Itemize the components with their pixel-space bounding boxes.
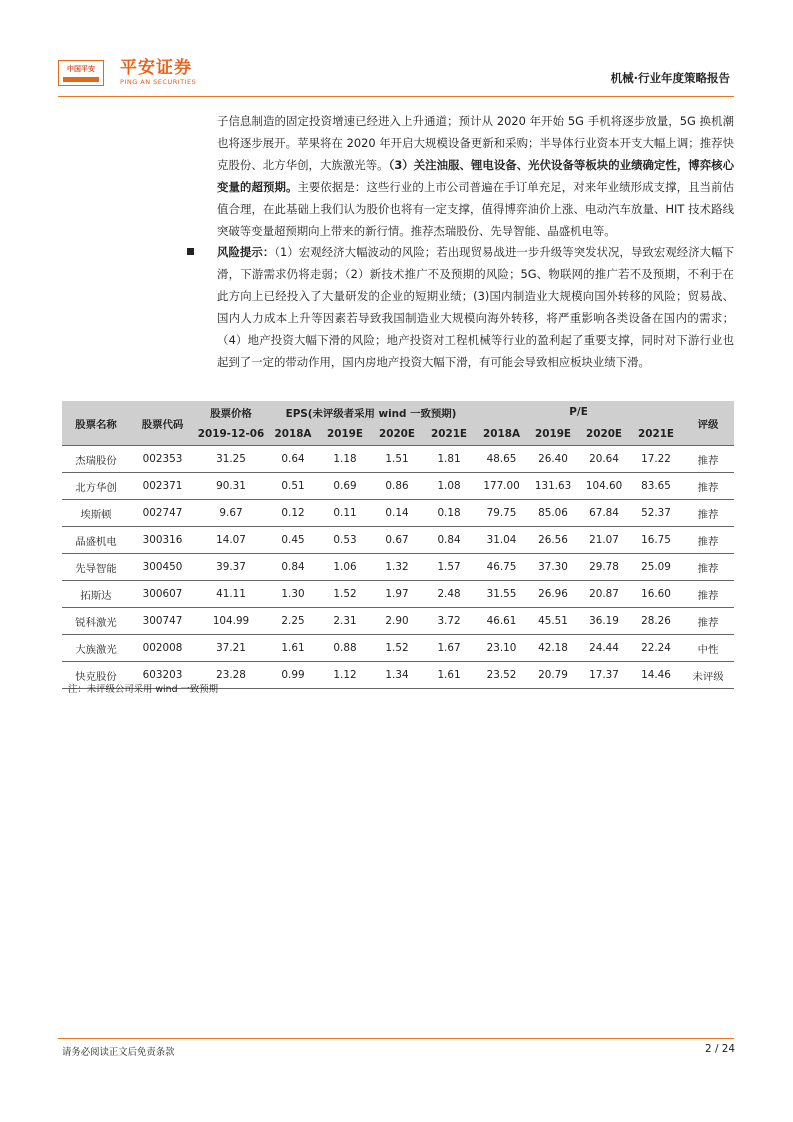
th-stock-name: 股票名称: [62, 401, 130, 446]
cell-rating: 推荐: [682, 473, 734, 500]
logo-small-text: 中国平安: [67, 65, 95, 73]
cell-eps: 0.67: [371, 527, 423, 554]
cell-rating: 推荐: [682, 527, 734, 554]
th-eps-year: 2020E: [371, 423, 423, 446]
cell-eps: 0.18: [423, 500, 475, 527]
bullet-square-icon: [187, 248, 194, 255]
cell-pe: 131.63: [528, 473, 578, 500]
cell-eps: 0.51: [267, 473, 319, 500]
cell-eps: 2.25: [267, 608, 319, 635]
cell-name: 锐科激光: [62, 608, 130, 635]
cell-price: 104.99: [195, 608, 267, 635]
table-row: [62, 446, 734, 473]
table-header-row-1: [62, 401, 734, 423]
cell-pe: 29.78: [578, 554, 630, 581]
paragraph-sector-views: [217, 110, 734, 242]
cell-pe: 17.22: [630, 446, 682, 473]
logo-bar: [63, 77, 99, 82]
cell-pe: 16.75: [630, 527, 682, 554]
cell-pe: 37.30: [528, 554, 578, 581]
cell-pe: 79.75: [475, 500, 528, 527]
th-stock-price: 股票价格: [195, 401, 267, 423]
table-row: [62, 608, 734, 635]
report-title: 机械·行业年度策略报告: [610, 71, 730, 85]
cell-name: 先导智能: [62, 554, 130, 581]
cell-pe: 23.10: [475, 635, 528, 662]
cell-eps: 0.12: [267, 500, 319, 527]
cell-name: 北方华创: [62, 473, 130, 500]
cell-pe: 104.60: [578, 473, 630, 500]
cell-pe: 14.46: [630, 662, 682, 689]
header-divider: [58, 96, 734, 97]
th-price-date: 2019-12-06: [195, 423, 267, 446]
cell-rating: 中性: [682, 635, 734, 662]
cell-eps: 1.97: [371, 581, 423, 608]
cell-rating: 未评级: [682, 662, 734, 689]
cell-eps: 1.32: [371, 554, 423, 581]
logo-en-text: PING AN SECURITIES: [120, 78, 197, 86]
cell-eps: 1.52: [371, 635, 423, 662]
stock-recommendation-table: [62, 401, 734, 689]
th-eps-year: 2018A: [267, 423, 319, 446]
cell-eps: 1.61: [423, 662, 475, 689]
cell-pe: 22.24: [630, 635, 682, 662]
cell-pe: 42.18: [528, 635, 578, 662]
cell-eps: 1.61: [267, 635, 319, 662]
table-row: [62, 500, 734, 527]
cell-eps: 0.53: [319, 527, 371, 554]
cell-pe: 83.65: [630, 473, 682, 500]
cell-code: 300316: [130, 527, 195, 554]
cell-code: 002371: [130, 473, 195, 500]
cell-eps: 0.99: [267, 662, 319, 689]
cell-code: 300450: [130, 554, 195, 581]
th-pe-year: 2020E: [578, 423, 630, 446]
cell-code: 002353: [130, 446, 195, 473]
cell-pe: 17.37: [578, 662, 630, 689]
cell-code: 300607: [130, 581, 195, 608]
cell-pe: 26.96: [528, 581, 578, 608]
cell-pe: 85.06: [528, 500, 578, 527]
pingan-group-logo: [58, 60, 104, 86]
cell-eps: 0.84: [267, 554, 319, 581]
cell-eps: 0.88: [319, 635, 371, 662]
table-row: [62, 554, 734, 581]
cell-eps: 0.69: [319, 473, 371, 500]
cell-name: 晶盛机电: [62, 527, 130, 554]
table-row: [62, 581, 734, 608]
cell-code: 002747: [130, 500, 195, 527]
paragraph-risk: [217, 241, 734, 373]
cell-pe: 23.52: [475, 662, 528, 689]
cell-eps: 0.14: [371, 500, 423, 527]
cell-pe: 46.61: [475, 608, 528, 635]
th-rating: 评级: [682, 401, 734, 446]
page-header: [58, 58, 734, 94]
th-eps-year: 2021E: [423, 423, 475, 446]
para1-text-a: 子信息制造的固定投资增速已经进入上升通道；预计从 2020 年开始 5G 手机将逐步放量，5G 换机潮也将逐步展开。苹果将在 2020 年开启大规模设备更新和采购；半导体行业资本开支大幅上调；推荐快克股份、北方华创，大族激光等。: [217, 114, 734, 172]
cell-code: 603203: [130, 662, 195, 689]
cell-eps: 2.31: [319, 608, 371, 635]
cell-price: 90.31: [195, 473, 267, 500]
cell-pe: 20.79: [528, 662, 578, 689]
cell-code: 300747: [130, 608, 195, 635]
cell-eps: 1.52: [319, 581, 371, 608]
cell-pe: 36.19: [578, 608, 630, 635]
cell-pe: 31.55: [475, 581, 528, 608]
cell-pe: 45.51: [528, 608, 578, 635]
cell-pe: 67.84: [578, 500, 630, 527]
th-eps: EPS(未评级者采用 wind 一致预期): [267, 401, 475, 423]
th-pe-year: 2018A: [475, 423, 528, 446]
cell-eps: 1.12: [319, 662, 371, 689]
cell-eps: 1.67: [423, 635, 475, 662]
cell-rating: 推荐: [682, 581, 734, 608]
cell-name: 大族激光: [62, 635, 130, 662]
page-number: 2 / 24: [705, 1043, 735, 1055]
cell-eps: 1.08: [423, 473, 475, 500]
risk-label: 风险提示：: [217, 245, 275, 259]
cell-eps: 1.51: [371, 446, 423, 473]
cell-eps: 0.84: [423, 527, 475, 554]
cell-pe: 25.09: [630, 554, 682, 581]
cell-pe: 20.87: [578, 581, 630, 608]
cell-eps: 1.81: [423, 446, 475, 473]
cell-eps: 1.57: [423, 554, 475, 581]
cell-price: 41.11: [195, 581, 267, 608]
cell-name: 拓斯达: [62, 581, 130, 608]
cell-rating: 推荐: [682, 608, 734, 635]
table-row: [62, 635, 734, 662]
cell-pe: 16.60: [630, 581, 682, 608]
cell-price: 9.67: [195, 500, 267, 527]
logo-cn-text: 平安证券: [120, 58, 192, 78]
cell-name: 埃斯顿: [62, 500, 130, 527]
cell-eps: 3.72: [423, 608, 475, 635]
cell-pe: 21.07: [578, 527, 630, 554]
footer-disclaimer: 请务必阅读正文后免责条款: [62, 1047, 175, 1058]
cell-eps: 1.34: [371, 662, 423, 689]
cell-rating: 推荐: [682, 446, 734, 473]
cell-eps: 0.86: [371, 473, 423, 500]
cell-price: 31.25: [195, 446, 267, 473]
cell-pe: 46.75: [475, 554, 528, 581]
cell-pe: 26.56: [528, 527, 578, 554]
cell-price: 39.37: [195, 554, 267, 581]
cell-pe: 177.00: [475, 473, 528, 500]
para1-highlight: （3）关注油服、锂电设备、光伏设备等板块的业绩确定性，博弈核心变量的超预期。: [217, 158, 734, 194]
cell-code: 002008: [130, 635, 195, 662]
th-pe-year: 2019E: [528, 423, 578, 446]
cell-name: 杰瑞股份: [62, 446, 130, 473]
table-note: 注：未评级公司采用 wind 一致预期: [68, 684, 219, 695]
th-pe: P/E: [475, 401, 682, 423]
th-stock-code: 股票代码: [130, 401, 195, 446]
cell-pe: 24.44: [578, 635, 630, 662]
cell-pe: 48.65: [475, 446, 528, 473]
cell-pe: 20.64: [578, 446, 630, 473]
cell-eps: 1.30: [267, 581, 319, 608]
cell-pe: 28.26: [630, 608, 682, 635]
cell-eps: 0.64: [267, 446, 319, 473]
cell-eps: 0.45: [267, 527, 319, 554]
cell-rating: 推荐: [682, 554, 734, 581]
cell-eps: 1.06: [319, 554, 371, 581]
cell-eps: 0.11: [319, 500, 371, 527]
table-row: [62, 473, 734, 500]
risk-text: （1）宏观经济大幅波动的风险；若出现贸易战进一步升级等突发状况，导致宏观经济大幅下滑，下游需求仍将走弱；（2）新技术推广不及预期的风险；5G、物联网的推广若不及预期，不利于在此方向上已经投入了大量研发的企业的短期业绩；(3)国内制造业大规模向国外转移的风险；贸易战、国内人力成本上升等因素若导致我国制造业大规模向海外转移，将严重影响各类设备在国内的需求；（4）地产投资大幅下滑的风险；地产投资对工程机械等行业的盈利起了重要支撑，同时对下游行业也起到了一定的带动作用，国内房地产投资大幅下滑，有可能会导致相应板块业绩下滑。: [217, 245, 734, 369]
cell-name: 快克股份: [62, 662, 130, 689]
cell-eps: 2.90: [371, 608, 423, 635]
pingan-securities-logo: [120, 58, 196, 87]
table-row: [62, 527, 734, 554]
cell-eps: 1.18: [319, 446, 371, 473]
cell-price: 37.21: [195, 635, 267, 662]
cell-price: 14.07: [195, 527, 267, 554]
cell-pe: 31.04: [475, 527, 528, 554]
th-pe-year: 2021E: [630, 423, 682, 446]
cell-pe: 52.37: [630, 500, 682, 527]
cell-pe: 26.40: [528, 446, 578, 473]
th-eps-year: 2019E: [319, 423, 371, 446]
cell-price: 23.28: [195, 662, 267, 689]
cell-eps: 2.48: [423, 581, 475, 608]
cell-rating: 推荐: [682, 500, 734, 527]
para1-text-c: 主要依据是：这些行业的上市公司普遍在手订单充足，对来年业绩形成支撑，且当前估值合理，在此基础上我们认为股价也将有一定支撑，值得博弈油价上涨、电动汽车放量、HIT 技术路线突破等变量超预期向上带来的新行情。推荐杰瑞股份、先导智能、晶盛机电等。: [217, 180, 734, 238]
footer-divider: [58, 1038, 734, 1039]
